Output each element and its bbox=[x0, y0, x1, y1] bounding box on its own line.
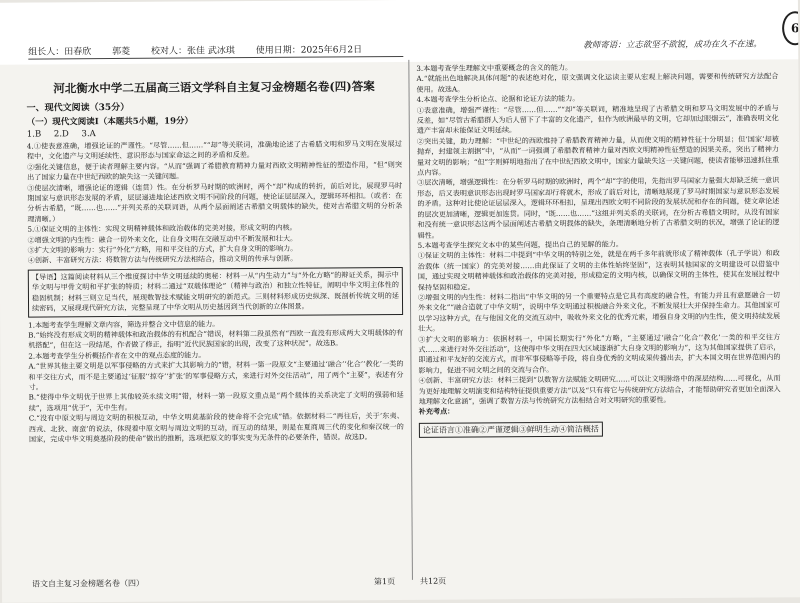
explanation-paragraph: B.“使得中华文明优于世界上其他较英永续文明”错，材料一第一段原文重点是“两个载体的关系决定了文明的强弱和延续”，选项用“优于”，无中生有。 bbox=[28, 390, 404, 413]
explanation-paragraph: 4.本题考查学生分析论点、论据和论证方法的能力。 bbox=[416, 93, 580, 105]
teacher-motto: 教师寄语：立志欲坚不欲锐，成功在久不在速。 bbox=[583, 39, 762, 51]
explanation-paragraph: C.“没有中原文明与周边文明的积极互动，中华文明莫基阶段的使命将不会完成”错。依据材料二“再往后，关于‘东夷、西戎、北狄、南蛮’的说法，体现着中原文明与周边文明的互动，而互动的结果，则是在夏商周三代的变化和秦汉统一的国家，完成中华文明奠基阶段的使命”做出的推断，选项把原文的事实变为无条件的必要条件，错误。故选D。 bbox=[28, 411, 404, 444]
answer-paragraph: ②强化关键信息，便于读者理解主要内容。“从而”强调了希腊教育精神力量对西欧文明精神性征的塑造作用，“但”则突出了国家力量在中世纪西欧的缺失这一关键问题。 bbox=[27, 159, 403, 182]
answer-paragraph: 4.①使表意准确，增强论证的严谨性。“尽管……但……”“却”等关联词，准确地论述了古希腊文明和罗马文明在发展过程中，文化遗产与文明延续性、意识形态与国家命运之间的矛盾和反差。 bbox=[26, 138, 402, 162]
answer-paragraph: ②增强文明的内生性：融合一切外来文化，让自身文明在交融互动中不断发展和壮大。 bbox=[27, 233, 298, 245]
total-pages: 共12页 bbox=[419, 576, 447, 586]
use-date: 使用日期：2025年6月2日 bbox=[255, 45, 363, 57]
footer-title: 语文自主复习金榜题名卷（四） bbox=[31, 578, 145, 589]
answer-paragraph: ③扩大文明的影响力：实行“外化”方略，用和平交往的方式，扩大自身文明的影响力。 bbox=[27, 243, 298, 255]
explanation-paragraph: ①保证文明的主体性：材料二中提到“中华文明的特别之处，就是在两千多年前就形成了精神载体（孔子学说）和政治载体（统一国家）的完美对接……由此保证了文明的主体性始终坚固”，这表明其他国家的文明建设可以借鉴中国，通过实现文明精神载体和政治载体的完美对接，形成稳定的文明内核，以确保文明的主体性，使其在发展过程中保持坚固和稳定。 bbox=[417, 248, 780, 292]
guide-text: 【导语】这篇阅读材料从三个维度探讨中华文明延续的奥秘：材料一从“内生动力”与“外化方略”的辩证关系，揭示中华文明与甲骨文明和平扩张的特质；材料二通过“双载体理论”（精神与政治）和独立性特征，阐明中华文明主体性的稳固机制；材料三则立足当代，展现数智技术赋能文明研究的新范式。三则材料形成历史纵深、既剖析传统文明的延续密码，又展现现代研究方法，完整呈现了中华文明从历史基因到当代创新的立体图景。 bbox=[31, 269, 399, 313]
group-leader: 组长人：田春欣 bbox=[28, 47, 92, 58]
proofreader: 校对人：张佳 武冰琪 bbox=[151, 46, 235, 57]
tips-box: 论证语言①准确②严谨逻辑③鲜明生动④简洁概括 bbox=[419, 421, 603, 437]
left-column bbox=[26, 64, 404, 445]
answer-paragraph: ④创新、丰富研究方法：将数智方法与传统研究方法相结合，推动文明的传承与创新。 bbox=[27, 254, 298, 266]
explanation-paragraph: ①表意准确，增强严谨性：“尽管……但……”“却”等关联词，精准地呈现了古希腊文明和罗马文明发展中的矛盾与反差，如“尽管古希腊群人为后人留下了丰富的文化遗产，但作为欧洲最早的文明，它却加过眼烟云”，准确表明文化遗产丰富却未能保证文明延续。 bbox=[416, 102, 779, 136]
section-heading: 一、现代文阅读（35分） bbox=[26, 102, 130, 114]
explanation-paragraph: 3.本题考查学生理解文中重要概念的含义的能力。 bbox=[416, 62, 573, 73]
subsection-heading: （一）现代文阅读Ⅰ（本题共5小题，19分） bbox=[26, 116, 194, 128]
explanation-paragraph: ②增强文明的内生性：材料二指出“中华文明的另一个重要特点是它具有高度的融合性，有能力并且有意愿融合一切外来文化”“融合造就了中华文明”，说明中华文明通过积极融合外来文化，不断发展壮大并保持生命力。其他国家可以学习这种方式，在与他国文化的交流互动中，吸收外来文化的优秀元素，增强自身文明的内生性，使文明持续发展壮大。 bbox=[417, 290, 781, 334]
corner-page-mark: 6 bbox=[782, 11, 800, 45]
explanation-paragraph: 2.本题考查学生分析概括作者在文中的观点态度的能力。 bbox=[28, 350, 206, 361]
explanation-paragraph: ②突出关键，助力理解：“中世纪的西欧维持了希腊教育精神力量，从而使文明的精神性征十分明显；但‘国家’却被抛弃，封建领主割据”中，“从而”一词强调了希腊教育精神力量对西欧文明精神性征塑造的因果关系，突出了精神力量对文明的影响；“但”字则鲜明地指出了在中世纪西欧文明中，国家力量缺失这一关键问题，使读者能够迅速抓住重点内容。 bbox=[416, 134, 780, 177]
column-divider bbox=[408, 60, 413, 580]
explanation-paragraph: 5.本题考查学生探究文本中的某些问题，提出自己的见解的能力。 bbox=[417, 239, 624, 250]
answer-paragraph: ③使层次清晰，增强论证的逻辑（连贯）性。在分析罗马时期的欧洲时，两个“却”构成的转折，前后对比，展现罗马时期国家与意识形态发展的矛盾，层层递进地论述西欧文明不同阶段的问题，使论证层层深入，逻辑环环相扣。（或者：在分析古希腊，“既……也……”并列关系的关联词语，从两个层面阐述古希腊文明载体的缺失，使对古希腊文明的分析条理清晰。） bbox=[27, 180, 403, 224]
explanation-paragraph: A.“就能出色地解决具体问题”的表述绝对化，原文强调文化运读主要从宏观上解决问题，需要和传统研究方法配合使用。故选A。 bbox=[416, 71, 779, 94]
explanation-paragraph: A.“世界其他主要文明是以军事侵略的方式来扩大其影响力的”错，材料一第一段原文“主要通过‘融合’‘化合’‘教化’一类的和平交往方式，而不是主要通过‘征服’‘掠夺’‘扩张’的军事侵略方式，来进行对外交往活动”，用了两个“主要”，表述有分寸。 bbox=[28, 359, 404, 392]
explanation-paragraph: 1.本题考查学生理解文章内容，筛选并整合文中信息的能力。 bbox=[28, 318, 220, 330]
page-title: 河北衡水中学二五届高三语文学科自主复习金榜题名卷(四)答案 bbox=[53, 79, 375, 96]
answer-paragraph: 5.①保证文明的主体性：实现文明精神载体和政治载体的完美对接，形成文明的内核。 bbox=[27, 222, 297, 234]
right-column bbox=[416, 61, 781, 437]
explanation-paragraph: B.“始终没有形成文明的精神载体和政治载体的有机配合”错误，材料第二段虽然有“西欧一直没有形成两大文明载体的有机搭配”，但在这一段结尾，作者做了修正，指明“近代民族国家的出现，改变了这种状况”。故选B。 bbox=[28, 327, 404, 350]
guide-box bbox=[28, 267, 403, 317]
explanation-paragraph: ③层次清晰，增强逻辑性：在分析罗马时期的欧洲时，两个“却”字的使用，先指出罗马国家力量强大却缺乏统一意识形态，后又表明意识形态出现时罗马国家却行将就木，形成了前后对比，清晰地展现了罗马时期国家与意识形态发展的矛盾。这种对比使论证层层深入，逻辑环环相扣，呈现出西欧文明不同阶段的发展状况和存在的问题，使文章论述的层次更加清晰，逻辑更加连贯。同时，“既……也……”这组并列关系的关联词，在分析古希腊文明时，从没有国家和没有统一意识形态这两个层面阐述古希腊文明载体的缺失，条理清晰地分析了古希腊文明的状况，增强了论证的逻辑性。 bbox=[417, 175, 780, 240]
supplement-heading: 补充考点： bbox=[418, 407, 455, 417]
choice-answers: 1.B 2.D 3.A bbox=[26, 129, 96, 140]
header-info bbox=[28, 42, 398, 58]
page-number: 第1页 bbox=[373, 577, 396, 587]
explanation-paragraph: ④创新、丰富研究方法：材料三提到“以数智方法赋能文明研究……可以让文明脉络中的深层结构……可视化，从而为更好地理解文明演变和结构特征提供重要方法”以及“只有将它与传统研究方法结合，才能帮助研究者更加全面深入地理解文化意涵”，强调了数智方法与传统研究方法相结合对文明研究的重要性。 bbox=[418, 373, 781, 406]
editor-name: 郭菱 bbox=[112, 46, 131, 58]
explanation-paragraph: ③扩大文明的影响力：依据材料一，中国长期实行“外化”方略，“主要通过‘融合’‘化合’‘教化’一类的和平交往方式……来进行对外交往活动”，这使得中华文明在四大区域逐渐扩大自身文明的影响力”，这为其他国家提供了启示，即通过和平友好的交流方式，而非军事侵略等手段，将自身优秀的文明成果传播出去，扩大本国文明在世界范围内的影响力，促进不同文明之间的交流与合作。 bbox=[418, 331, 781, 375]
